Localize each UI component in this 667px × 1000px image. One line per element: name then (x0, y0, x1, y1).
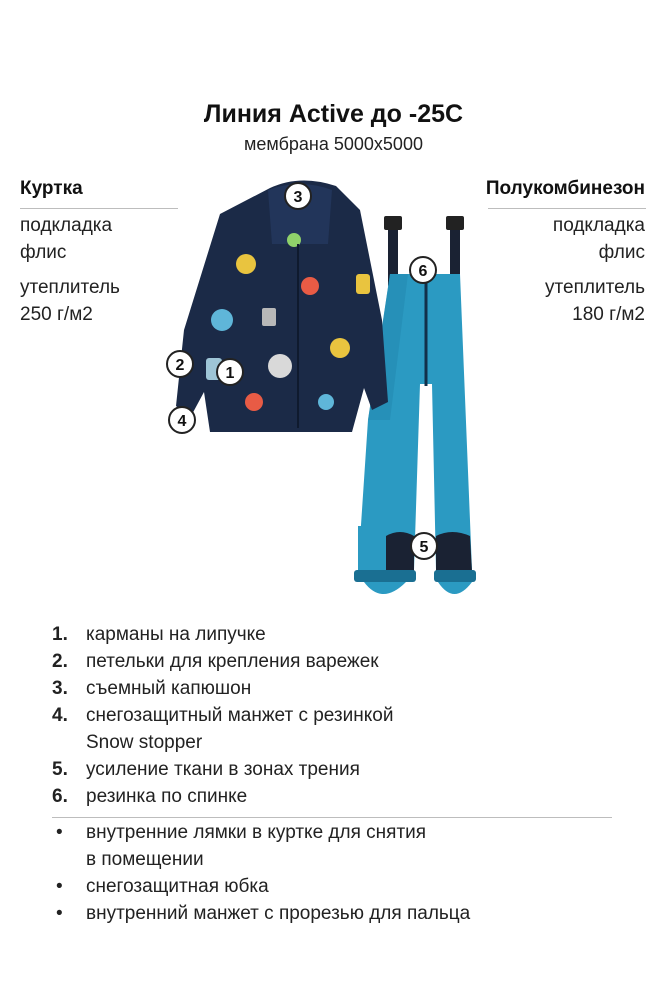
item-text-line1: снегозащитный манжет с резинкой (86, 705, 394, 726)
bullet-icon: • (56, 903, 63, 924)
bullet-icon: • (56, 822, 63, 843)
item-number: 2. (52, 651, 68, 672)
jacket-lining-value: флис (20, 242, 67, 263)
item-text: снегозащитная юбка (86, 876, 269, 897)
item-number: 4. (52, 705, 68, 726)
callout-2 (167, 351, 193, 377)
callout-1 (217, 359, 243, 385)
callout-4 (169, 407, 195, 433)
callout-6 (410, 257, 436, 283)
jacket-insulation-value: 250 г/м2 (20, 304, 93, 325)
item-text (86, 819, 426, 873)
item-text: съемный капюшон (86, 678, 252, 699)
jacket-insulation-label: утеплитель (20, 277, 120, 298)
list-divider (52, 817, 612, 818)
item-number: 1. (52, 624, 68, 645)
item-number: 3. (52, 678, 68, 699)
callout-1-label: 1 (225, 365, 235, 382)
callout-6-label: 6 (418, 263, 428, 280)
list-item (52, 756, 393, 783)
overalls-insulation (545, 274, 645, 328)
item-number: 5. (52, 759, 68, 780)
list-item (52, 675, 393, 702)
callout-3 (285, 183, 311, 209)
item-text: карманы на липучке (86, 624, 266, 645)
jacket-image (176, 180, 388, 432)
list-item (52, 819, 470, 873)
overalls-lining-label: подкладка (552, 215, 645, 236)
bullet-icon: • (56, 876, 63, 897)
jacket-lining (20, 212, 112, 266)
extras-list (52, 819, 470, 927)
list-item (52, 648, 393, 675)
overalls-heading: Полукомбинезон (485, 178, 645, 199)
callout-2-label: 2 (175, 357, 185, 374)
item-text: петельки для крепления варежек (86, 651, 379, 672)
overalls-lining-value: флис (598, 242, 645, 263)
list-item (52, 900, 470, 927)
callout-5-label: 5 (419, 539, 429, 556)
item-text-line2: Snow stopper (86, 732, 203, 753)
callout-4-label: 4 (177, 413, 187, 430)
item-text-line1: внутренние лямки в куртке для снятия (86, 822, 427, 843)
item-text: внутренний манжет с прорезью для пальца (86, 903, 471, 924)
item-number: 6. (52, 786, 68, 807)
list-item (52, 621, 393, 648)
jacket-insulation (20, 274, 120, 328)
list-item (52, 873, 470, 900)
overalls-divider (488, 208, 646, 209)
product-illustration (150, 170, 510, 620)
overalls-insulation-label: утеплитель (545, 277, 645, 298)
overalls-lining (553, 212, 645, 266)
page-title: Линия Active до -25С (203, 100, 464, 128)
item-text: резинка по спинке (86, 786, 248, 807)
features-list (52, 621, 393, 810)
callout-3-label: 3 (293, 189, 303, 206)
list-item (52, 783, 393, 810)
item-text: усиление ткани в зонах трения (86, 759, 360, 780)
jacket-heading: Куртка (20, 178, 83, 199)
item-text-line2: в помещении (86, 849, 204, 870)
list-item (52, 702, 393, 756)
callout-5 (411, 533, 437, 559)
jacket-lining-label: подкладка (20, 215, 113, 236)
overalls-insulation-value: 180 г/м2 (572, 304, 645, 325)
item-text (86, 702, 393, 756)
page-subtitle: мембрана 5000x5000 (244, 134, 423, 154)
